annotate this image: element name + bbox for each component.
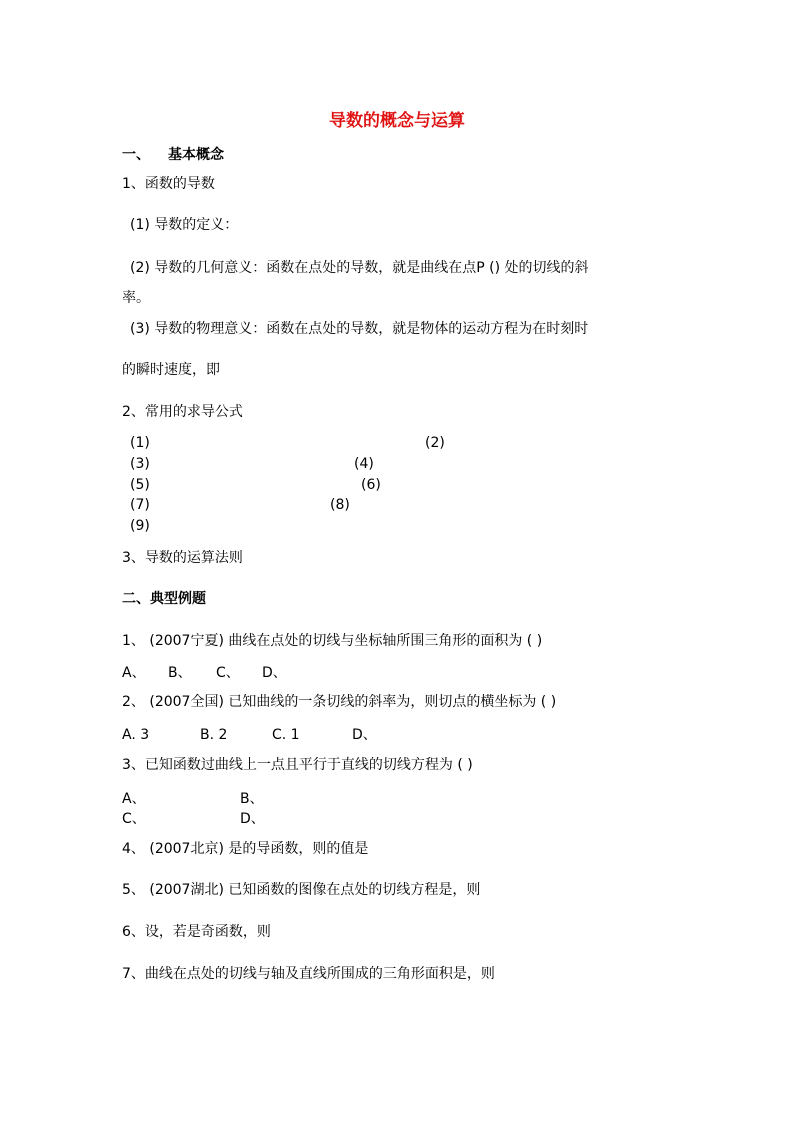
- item-definition: (1) 导数的定义：: [130, 217, 239, 233]
- section-1-number: 一、: [122, 147, 150, 163]
- item-physical-meaning: (3) 导数的物理意义：函数在点处的导数，就是物体的运动方程为在时刻时: [130, 321, 589, 337]
- formula-label: (2): [425, 435, 445, 451]
- q2-option-b: B. 2: [200, 727, 228, 743]
- formula-label: (6): [361, 477, 381, 493]
- question-6: 6、设，若是奇函数，则: [122, 924, 271, 940]
- q1-option-d: D、: [262, 665, 287, 681]
- q2-option-d: D、: [352, 727, 377, 743]
- question-5: 5、 (2007湖北) 已知函数的图像在点处的切线方程是，则: [122, 882, 481, 898]
- question-4: 4、 (2007北京) 是的导函数，则的值是: [122, 841, 369, 857]
- section-2-heading: 二、典型例题: [122, 591, 206, 607]
- page-title: 导数的概念与运算: [329, 111, 465, 131]
- q3-option-a: A、: [122, 791, 146, 807]
- item-function-derivative: 1、函数的导数: [122, 176, 215, 192]
- question-1: 1、 (2007宁夏) 曲线在点处的切线与坐标轴所围三角形的面积为 ( ): [122, 633, 543, 649]
- formula-label: (3): [130, 456, 150, 472]
- section-1-heading: 基本概念: [168, 147, 224, 163]
- q3-option-b: B、: [240, 791, 264, 807]
- question-3: 3、已知函数过曲线上一点且平行于直线的切线方程为 ( ): [122, 757, 473, 773]
- question-7: 7、曲线在点处的切线与轴及直线所围成的三角形面积是，则: [122, 966, 495, 982]
- formula-label: (9): [130, 518, 150, 534]
- item-common-formulas: 2、常用的求导公式: [122, 404, 243, 420]
- q2-option-a: A. 3: [122, 727, 150, 743]
- item-physical-meaning-cont: 的瞬时速度，即: [122, 362, 220, 378]
- formula-label: (4): [354, 456, 374, 472]
- q2-option-c: C. 1: [272, 727, 300, 743]
- formula-label: (5): [130, 477, 150, 493]
- question-2: 2、 (2007全国) 已知曲线的一条切线的斜率为，则切点的横坐标为 ( ): [122, 694, 557, 710]
- q1-option-c: C、: [216, 665, 240, 681]
- item-geometric-meaning-cont: 率。: [122, 290, 150, 306]
- formula-label: (1): [130, 435, 150, 451]
- item-geometric-meaning: (2) 导数的几何意义：函数在点处的导数，就是曲线在点P () 处的切线的斜: [130, 260, 589, 276]
- q1-option-b: B、: [168, 665, 192, 681]
- formula-label: (8): [330, 497, 350, 513]
- q3-option-c: C、: [122, 811, 146, 827]
- item-operation-rules: 3、导数的运算法则: [122, 550, 243, 566]
- q1-option-a: A、: [122, 665, 146, 681]
- formula-label: (7): [130, 497, 150, 513]
- q3-option-d: D、: [240, 811, 265, 827]
